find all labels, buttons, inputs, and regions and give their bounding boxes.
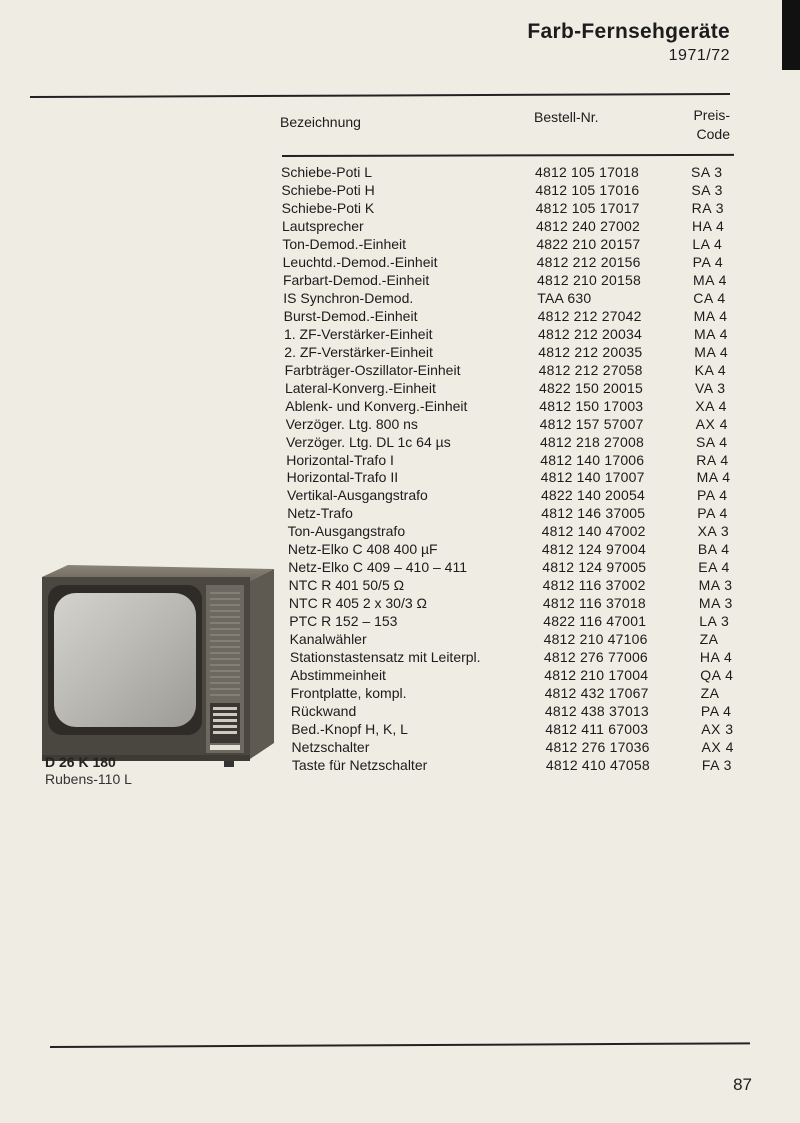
part-name: PTC R 152 – 153 xyxy=(289,613,398,630)
price-code: CA 4 xyxy=(693,289,726,306)
part-name: Lateral-Konverg.-Einheit xyxy=(284,379,436,396)
order-number: 4812 105 17016 xyxy=(535,181,640,198)
price-code: MA 4 xyxy=(693,307,728,324)
order-number: 4812 105 17017 xyxy=(535,199,640,216)
table-row xyxy=(288,540,743,558)
table-row xyxy=(290,630,745,648)
table-row xyxy=(290,648,745,666)
price-code: PA 4 xyxy=(692,253,724,270)
price-code: PA 4 xyxy=(700,703,732,720)
order-number: 4812 150 17003 xyxy=(539,397,644,414)
price-code: HA 4 xyxy=(699,649,733,666)
table-row xyxy=(291,684,746,702)
table-row xyxy=(283,253,738,271)
price-code: LA 4 xyxy=(692,235,723,252)
part-name: Netzschalter xyxy=(291,739,370,755)
table-row xyxy=(289,612,744,630)
table-row xyxy=(289,576,744,594)
part-name: NTC R 401 50/5 Ω xyxy=(288,577,405,594)
price-code: SA 3 xyxy=(691,164,723,180)
price-code: QA 4 xyxy=(700,667,734,684)
part-name: Netz-Elko C 408 400 µF xyxy=(287,541,438,558)
part-name: Lautsprecher xyxy=(281,217,364,234)
parts-table xyxy=(281,163,736,774)
order-number: 4812 212 20034 xyxy=(537,325,642,342)
price-code: AX 4 xyxy=(701,739,734,755)
table-row xyxy=(285,397,740,415)
part-name: Netz-Elko C 409 – 410 – 411 xyxy=(288,559,467,576)
table-row xyxy=(286,451,741,469)
price-code: KA 4 xyxy=(694,361,727,378)
price-code: ZA xyxy=(700,685,720,702)
price-code: SA 3 xyxy=(691,181,723,198)
price-code: XA 4 xyxy=(695,397,727,414)
order-number: 4812 146 37005 xyxy=(541,505,646,522)
table-row xyxy=(282,235,737,253)
model-number: 26 xyxy=(59,754,75,770)
table-row xyxy=(284,325,739,343)
table-row xyxy=(281,163,736,181)
price-code: SA 4 xyxy=(695,433,728,450)
part-name: Ablenk- und Konverg.-Einheit xyxy=(285,397,468,414)
part-name: 2. ZF-Verstärker-Einheit xyxy=(284,343,433,360)
order-number: 4812 124 97005 xyxy=(542,559,647,576)
table-row xyxy=(283,289,738,307)
product-name: Rubens-110 L xyxy=(45,771,132,787)
page-edge-marker xyxy=(782,0,800,70)
order-number: 4822 140 20054 xyxy=(540,487,645,504)
order-number: TAA 630 xyxy=(537,289,592,306)
price-code: MA 4 xyxy=(693,325,728,342)
part-name: Abstimmeinheit xyxy=(290,667,386,684)
order-number: 4812 140 17007 xyxy=(540,469,645,486)
part-name: 1. ZF-Verstärker-Einheit xyxy=(283,325,433,342)
table-row xyxy=(292,756,747,774)
part-name: Farbträger-Oszillator-Einheit xyxy=(284,361,461,378)
part-name: Horizontal-Trafo I xyxy=(286,451,394,468)
order-number: 4812 212 27042 xyxy=(537,307,642,324)
price-code: EA 4 xyxy=(698,559,730,576)
table-row xyxy=(281,181,736,199)
table-header xyxy=(280,106,732,150)
price-code: FA 3 xyxy=(701,756,732,773)
order-number: 4822 210 20157 xyxy=(536,235,641,252)
price-code: RA 4 xyxy=(696,451,729,468)
order-number: 4812 140 17006 xyxy=(540,451,645,468)
part-name: NTC R 405 2 x 30/3 Ω xyxy=(288,595,427,612)
table-row xyxy=(283,271,738,289)
order-number: 4812 212 20035 xyxy=(538,343,643,360)
price-code: VA 3 xyxy=(694,379,726,396)
order-number: 4812 140 47002 xyxy=(541,523,646,540)
order-number: 4812 116 37002 xyxy=(542,577,646,594)
price-code: BA 4 xyxy=(697,541,730,558)
table-row xyxy=(285,361,740,379)
table-row xyxy=(289,594,744,612)
table-row xyxy=(287,486,742,504)
table-row xyxy=(287,468,742,486)
part-name: Verzöger. Ltg. DL 1c 64 µs xyxy=(285,433,451,450)
price-code: AX 3 xyxy=(701,721,734,738)
top-divider xyxy=(30,93,730,98)
order-number: 4812 276 77006 xyxy=(543,649,648,666)
order-number: 4812 432 17067 xyxy=(544,685,649,702)
order-number: 4812 240 27002 xyxy=(535,217,640,234)
part-name: Ton-Ausgangstrafo xyxy=(287,523,406,540)
part-name: Schiebe-Poti K xyxy=(281,199,375,216)
price-code-line1: Preis- xyxy=(693,107,730,123)
tv-cabinet-icon xyxy=(38,563,278,773)
part-name: Netz-Trafo xyxy=(287,505,353,522)
table-row xyxy=(286,415,741,433)
table-row xyxy=(288,522,743,540)
table-row xyxy=(290,666,745,684)
order-number: 4812 276 17036 xyxy=(545,739,650,755)
order-number: 4812 438 37013 xyxy=(544,703,649,720)
order-number: 4812 411 67003 xyxy=(545,721,649,738)
price-code-line2: Code xyxy=(696,126,730,142)
table-row xyxy=(284,343,739,361)
table-row xyxy=(286,433,741,451)
bottom-divider xyxy=(50,1042,750,1048)
order-number: 4812 212 27058 xyxy=(538,361,643,378)
part-name: Farbart-Demod.-Einheit xyxy=(282,271,430,288)
price-code: MA 3 xyxy=(698,577,733,594)
order-number: 4812 410 47058 xyxy=(545,756,650,773)
part-name: Ton-Demod.-Einheit xyxy=(282,235,407,252)
part-name: Vertikal-Ausgangstrafo xyxy=(286,487,428,504)
price-code: XA 3 xyxy=(697,523,730,540)
table-row xyxy=(284,307,739,325)
table-row xyxy=(288,558,743,576)
table-row xyxy=(285,379,740,397)
column-header-price-code xyxy=(693,106,730,144)
table-row xyxy=(282,217,737,235)
part-name: Verzöger. Ltg. 800 ns xyxy=(285,415,418,432)
order-number: 4812 210 20158 xyxy=(536,271,641,288)
price-code: HA 4 xyxy=(691,217,725,234)
part-name: Rückwand xyxy=(290,703,357,720)
model-suffix: K 180 xyxy=(78,754,116,770)
part-name: Horizontal-Trafo II xyxy=(286,469,399,486)
order-number: 4812 116 37018 xyxy=(542,595,646,612)
price-code: MA 4 xyxy=(694,343,729,360)
price-code: PA 4 xyxy=(696,487,728,504)
order-number: 4812 212 20156 xyxy=(536,253,641,270)
price-code: RA 3 xyxy=(691,199,725,216)
table-row xyxy=(282,199,737,217)
part-name: Kanalwähler xyxy=(289,631,367,648)
part-name: Stationstastensatz mit Leiterpl. xyxy=(289,649,481,666)
order-number: 4822 150 20015 xyxy=(538,379,643,396)
price-code: MA 4 xyxy=(692,271,727,288)
table-row xyxy=(291,720,746,738)
price-code: PA 4 xyxy=(697,505,728,522)
header-divider xyxy=(282,154,734,157)
page-title: Farb-Fernsehgeräte xyxy=(527,20,730,43)
order-number: 4822 116 47001 xyxy=(543,613,647,630)
order-number: 4812 157 57007 xyxy=(539,415,644,432)
price-code: AX 4 xyxy=(695,415,728,432)
product-caption xyxy=(45,754,132,788)
order-number: 4812 105 17018 xyxy=(535,164,640,180)
part-name: Burst-Demod.-Einheit xyxy=(283,307,418,324)
part-name: Taste für Netzschalter xyxy=(291,756,428,773)
page-number: 87 xyxy=(733,1075,752,1094)
order-number: 4812 124 97004 xyxy=(541,541,646,558)
page-subtitle: 1971/72 xyxy=(668,47,730,64)
part-name: Leuchtd.-Demod.-Einheit xyxy=(282,253,438,270)
column-header-order-no: Bestell-Nr. xyxy=(534,109,599,125)
price-code: ZA xyxy=(699,631,719,648)
part-name: Bed.-Knopf H, K, L xyxy=(291,721,408,738)
part-name: Schiebe-Poti L xyxy=(281,164,373,180)
order-number: 4812 218 27008 xyxy=(539,433,644,450)
price-code: MA 4 xyxy=(696,469,731,486)
product-model xyxy=(45,754,132,771)
table-row xyxy=(291,702,746,720)
part-name: Schiebe-Poti H xyxy=(281,181,375,198)
model-prefix: D xyxy=(45,754,56,770)
table-row xyxy=(292,738,747,756)
order-number: 4812 210 17004 xyxy=(544,667,649,684)
title-block xyxy=(527,20,730,65)
table-row xyxy=(287,504,742,522)
column-header-name: Bezeichnung xyxy=(280,114,361,130)
price-code: LA 3 xyxy=(699,613,730,630)
part-name: IS Synchron-Demod. xyxy=(283,289,414,306)
price-code: MA 3 xyxy=(698,595,733,612)
part-name: Frontplatte, kompl. xyxy=(290,685,407,702)
order-number: 4812 210 47106 xyxy=(543,631,648,648)
